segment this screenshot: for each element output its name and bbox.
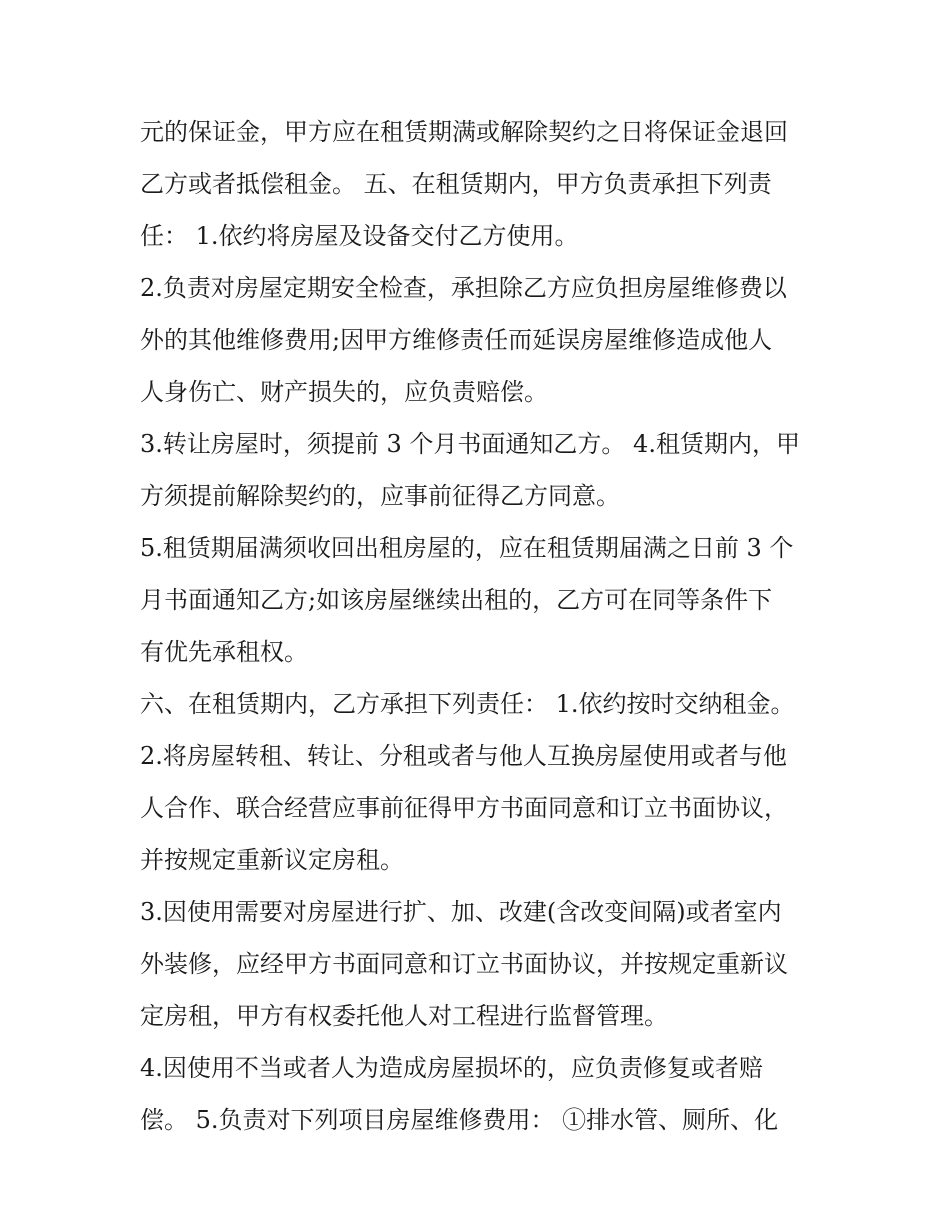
text-line: 元的保证金，甲方应在租赁期满或解除契约之日将保证金退回 — [140, 118, 788, 146]
text-line: 人合作、联合经营应事前征得甲方书面同意和订立书面协议， — [140, 794, 788, 822]
text-line: 任： 1.依约将房屋及设备交付乙方使用。 — [140, 222, 579, 250]
text-line: 偿。 5.负责对下列项目房屋维修费用： ①排水管、厕所、化 — [140, 1106, 779, 1134]
text-line: 方须提前解除契约的，应事前征得乙方同意。 — [140, 482, 620, 510]
text-line: 人身伤亡、财产损失的，应负责赔偿。 — [140, 378, 548, 406]
text-line: 5.租赁期届满须收回出租房屋的，应在租赁期届满之日前 3 个 — [140, 534, 794, 562]
text-line: 4.因使用不当或者人为造成房屋损坏的，应负责修复或者赔 — [140, 1054, 763, 1082]
text-line: 3.转让房屋时，须提前 3 个月书面通知乙方。 4.租赁期内，甲 — [140, 430, 800, 458]
contract-text — [140, 106, 820, 1146]
text-line: 并按规定重新议定房租。 — [140, 846, 404, 874]
text-line: 外的其他维修费用;因甲方维修责任而延误房屋维修造成他人 — [140, 326, 773, 354]
text-line: 月书面通知乙方;如该房屋继续出租的，乙方可在同等条件下 — [140, 586, 773, 614]
text-line: 2.负责对房屋定期安全检查，承担除乙方应负担房屋维修费以 — [140, 274, 787, 302]
text-line: 3.因使用需要对房屋进行扩、加、改建(含改变间隔)或者室内 — [140, 898, 782, 926]
text-line: 外装修，应经甲方书面同意和订立书面协议，并按规定重新议 — [140, 950, 788, 978]
text-line: 定房租，甲方有权委托他人对工程进行监督管理。 — [140, 1002, 668, 1030]
text-line: 乙方或者抵偿租金。 五、在租赁期内，甲方负责承担下列责 — [140, 170, 772, 198]
text-line: 有优先承租权。 — [140, 638, 308, 666]
text-line: 六、在租赁期内，乙方承担下列责任： 1.依约按时交纳租金。 — [140, 690, 795, 718]
text-line: 2.将房屋转租、转让、分租或者与他人互换房屋使用或者与他 — [140, 742, 787, 770]
